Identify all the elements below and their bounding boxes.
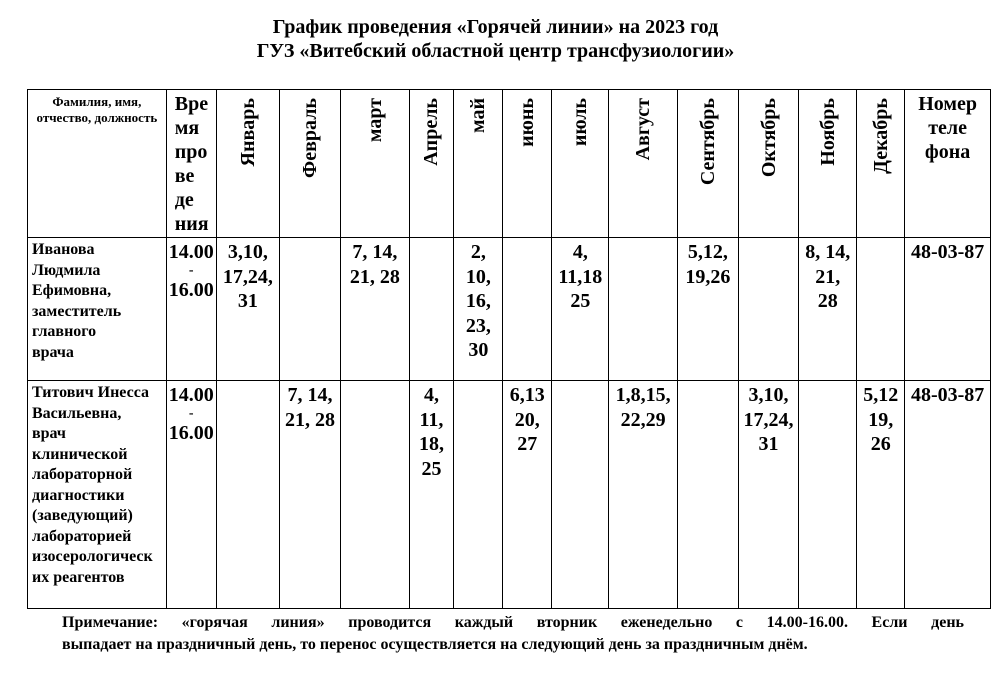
- employee-name-line: лабораторией: [32, 527, 132, 545]
- date-line: 31: [237, 290, 258, 312]
- header-month: [409, 90, 454, 238]
- date-line: 5,12: [863, 384, 899, 406]
- time-line: -: [188, 406, 194, 421]
- header-month-label: июль: [569, 98, 592, 147]
- date-line: 3,10,: [748, 384, 789, 406]
- footnote-line-2: выпадает на праздничный день, то перенос осуществляется на следующий день за праздничным днём.: [62, 636, 808, 653]
- date-line: 27: [517, 433, 538, 455]
- date-line: 7, 14,: [352, 241, 398, 263]
- header-month: [738, 90, 798, 238]
- date-line: 17,24,: [222, 265, 273, 288]
- date-line: 6,13: [509, 384, 545, 406]
- date-line: 3,10,: [227, 241, 268, 263]
- date-cell: [216, 238, 279, 381]
- time-line: -: [188, 263, 194, 278]
- time-cell: [166, 381, 216, 609]
- date-line: 2,: [470, 241, 486, 263]
- date-cell: [857, 238, 905, 381]
- employee-name-line: Васильевна,: [32, 404, 122, 422]
- date-line: 21, 28: [349, 265, 400, 288]
- header-month: [503, 90, 552, 238]
- date-cell: [216, 381, 279, 609]
- date-cell: [738, 238, 798, 381]
- date-line: 28: [817, 290, 838, 312]
- date-line: 21,: [815, 265, 841, 288]
- date-line: 22,29: [620, 408, 666, 431]
- header-month: [216, 90, 279, 238]
- footnote: [62, 612, 964, 656]
- employee-name-line: их реагентов: [32, 568, 125, 586]
- header-month-label: Август: [632, 98, 655, 161]
- employee-name-cell: [28, 238, 167, 381]
- date-cell: [409, 381, 454, 609]
- header-month-label: май: [467, 98, 490, 134]
- date-cell: [677, 381, 738, 609]
- employee-name-cell: [28, 381, 167, 609]
- header-time-line: де: [174, 189, 194, 211]
- header-time-line: про: [174, 141, 208, 163]
- date-line: 1,8,15,: [615, 384, 671, 406]
- date-line: 30: [468, 339, 489, 361]
- header-month-label: Декабрь: [869, 98, 892, 174]
- date-cell: [738, 381, 798, 609]
- table-row: [28, 381, 991, 609]
- employee-name-line: диагностики: [32, 486, 125, 504]
- title-line-2: ГУЗ «Витебский областной центр трансфузиологии»: [256, 40, 735, 62]
- date-cell: [799, 238, 857, 381]
- employee-name-line: заместитель: [32, 302, 122, 320]
- date-cell: [341, 381, 409, 609]
- header-month: [279, 90, 340, 238]
- header-month: [677, 90, 738, 238]
- table-header-row: [28, 90, 991, 238]
- employee-name-line: Титович Инесса: [32, 384, 149, 401]
- date-cell: [609, 238, 677, 381]
- date-line: 11,18: [558, 265, 603, 288]
- date-cell: [279, 238, 340, 381]
- date-cell: [857, 381, 905, 609]
- date-line: 23,: [465, 314, 491, 337]
- date-line: 4,: [423, 384, 439, 406]
- table-row: [28, 238, 991, 381]
- date-cell: [503, 381, 552, 609]
- header-month: [552, 90, 609, 238]
- date-line: 31: [758, 433, 779, 455]
- employee-name-line: врач: [32, 425, 66, 442]
- header-month: [857, 90, 905, 238]
- header-time: [166, 90, 216, 238]
- employee-name-line: клинической: [32, 445, 128, 463]
- date-line: 4,: [572, 241, 588, 263]
- document-title: [0, 15, 991, 63]
- header-time-line: Вре: [174, 93, 209, 115]
- header-month: [341, 90, 409, 238]
- date-line: 20,: [514, 408, 540, 431]
- employee-name-line: Людмила: [32, 261, 101, 279]
- date-line: 17,24,: [743, 408, 794, 431]
- employee-name-line: изосерологическ: [32, 548, 153, 565]
- date-cell: [341, 238, 409, 381]
- date-line: 19,26: [685, 265, 731, 288]
- employee-name-line: (заведующий): [32, 507, 133, 524]
- date-line: 8, 14,: [805, 241, 851, 263]
- schedule-table: [27, 89, 991, 609]
- phone-cell: 48-03-87: [905, 381, 991, 609]
- header-phone: [905, 90, 991, 238]
- date-cell: [454, 381, 503, 609]
- header-time-line: ния: [174, 213, 209, 235]
- time-line: 16.00: [168, 422, 214, 444]
- header-phone-line: Номер: [918, 93, 978, 115]
- header-month: [609, 90, 677, 238]
- header-month: [454, 90, 503, 238]
- header-month-label: Апрель: [420, 98, 443, 166]
- date-line: 25: [570, 290, 591, 312]
- date-line: 19,: [868, 408, 894, 431]
- header-time-line: ве: [174, 165, 195, 187]
- date-cell: [609, 381, 677, 609]
- time-line: 14.00: [168, 384, 214, 406]
- header-time-line: мя: [174, 117, 200, 139]
- date-line: 5,12,: [687, 241, 728, 263]
- header-month-label: июнь: [516, 98, 539, 147]
- date-cell: [799, 381, 857, 609]
- date-line: 21, 28: [285, 408, 336, 431]
- phone-cell: 48-03-87: [905, 238, 991, 381]
- header-month: [799, 90, 857, 238]
- header-month-label: март: [363, 98, 386, 143]
- employee-name-line: лабораторной: [32, 466, 133, 483]
- date-cell: [454, 238, 503, 381]
- employee-name-line: главного: [32, 323, 97, 340]
- date-cell: [552, 238, 609, 381]
- date-line: 25: [421, 457, 442, 480]
- header-month-label: Октябрь: [757, 98, 780, 178]
- date-line: 26: [870, 433, 891, 455]
- date-line: 11,: [419, 408, 444, 431]
- date-cell: [279, 381, 340, 609]
- date-cell: [503, 238, 552, 381]
- date-cell: [552, 381, 609, 609]
- time-line: 16.00: [168, 279, 214, 301]
- date-line: 18,: [418, 433, 444, 455]
- employee-name-line: врача: [32, 343, 74, 361]
- date-cell: [677, 238, 738, 381]
- employee-name-line: Ефимовна,: [32, 282, 112, 299]
- header-phone-line: теле: [928, 117, 968, 139]
- title-line-1: График проведения «Горячей линии» на 2023 год: [272, 16, 719, 38]
- header-month-label: Сентябрь: [696, 98, 719, 186]
- footnote-line-1: Примечание: «горячая линия» проводится каждый вторник еженедельно с 14.00-16.00. Если день: [62, 614, 964, 631]
- header-phone-line: фона: [924, 141, 971, 163]
- employee-name-line: Иванова: [32, 241, 95, 258]
- time-line: 14.00: [168, 241, 214, 263]
- header-month-label: Февраль: [299, 98, 322, 178]
- date-line: 10,: [465, 265, 491, 288]
- header-name: Фамилия, имя, отчество, должность: [28, 90, 167, 238]
- header-month-label: Январь: [236, 98, 259, 167]
- header-month-label: Ноябрь: [816, 98, 839, 166]
- date-line: 7, 14,: [287, 384, 333, 406]
- date-cell: [409, 238, 454, 381]
- date-line: 16,: [465, 290, 491, 312]
- time-cell: [166, 238, 216, 381]
